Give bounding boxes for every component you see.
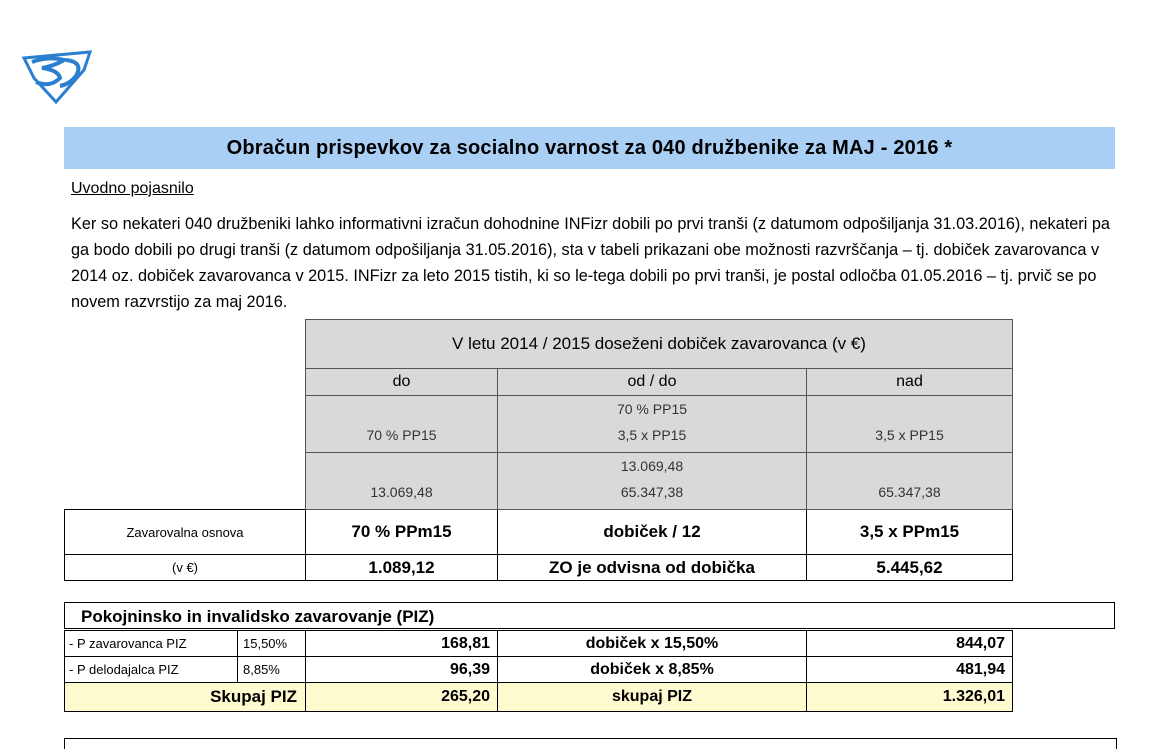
piz-row-name: - P delodajalca PIZ	[65, 657, 238, 683]
range-table	[64, 319, 1013, 581]
amount-od-do-top: 13.069,48	[620, 458, 684, 474]
pp-od-do-bottom: 3,5 x PP15	[617, 427, 687, 443]
piz-header: Pokojninsko in invalidsko zavarovanje (PIZ)	[64, 602, 1115, 629]
pp-nad: 3,5 x PP15	[807, 396, 1013, 453]
piz-row-amount: 168,81	[306, 631, 498, 657]
range-table-header: V letu 2014 / 2015 doseženi dobiček zavarovanca (v €)	[306, 320, 1013, 369]
piz-table	[64, 630, 1013, 712]
intro-heading: Uvodno pojasnilo	[71, 180, 194, 197]
piz-row-max: 481,94	[807, 657, 1013, 683]
amount-do: 13.069,48	[306, 453, 498, 510]
piz-sum-max: 1.326,01	[807, 683, 1013, 712]
osnova-value-nad: 5.445,62	[807, 555, 1013, 581]
piz-row-max: 844,07	[807, 631, 1013, 657]
table-row	[65, 631, 1013, 657]
pp-do: 70 % PP15	[306, 396, 498, 453]
piz-sum-amount: 265,20	[306, 683, 498, 712]
osnova-unit: (v €)	[65, 555, 306, 581]
piz-sum-row	[65, 683, 1013, 712]
col-nad: nad	[807, 369, 1013, 396]
amount-nad: 65.347,38	[807, 453, 1013, 510]
osnova-od-do: dobiček / 12	[498, 510, 807, 555]
piz-sum-formula: skupaj PIZ	[498, 683, 807, 712]
page-title: Obračun prispevkov za socialno varnost za 040 družbenike za MAJ - 2016 *	[64, 127, 1115, 169]
col-od-do: od / do	[498, 369, 807, 396]
intro-text: Ker so nekateri 040 družbeniki lahko informativni izračun dohodnine INFizr dobili po prvi tranši (z datumom odpošiljanja 31.03.2016), nekateri pa ga bodo dobili po drugi tranši (z datumom odpošiljanja 31.05.2016), sta v tabeli prikazani obe možnosti razvrščanja – tj. dobiček zavarovanca v 2014 oz. dobiček zavarovanca v 2015. INFizr za leto 2015 tistih, ki so le-tega dobili po prvi tranši, je postal odločba 01.05.2016 – tj. prvič se po novem razvrstijo za maj 2016.	[71, 215, 1110, 311]
osnova-value-od-do: ZO je odvisna od dobička	[498, 555, 807, 581]
pp-od-do-top: 70 % PP15	[616, 401, 688, 417]
company-logo-icon	[20, 48, 96, 104]
piz-row-pct: 15,50%	[238, 631, 306, 657]
next-section-border	[64, 738, 1117, 749]
piz-sum-label: Skupaj PIZ	[65, 683, 306, 712]
piz-row-pct: 8,85%	[238, 657, 306, 683]
piz-row-amount: 96,39	[306, 657, 498, 683]
table-row	[65, 657, 1013, 683]
osnova-do: 70 % PPm15	[306, 510, 498, 555]
piz-row-name: - P zavarovanca PIZ	[65, 631, 238, 657]
amount-od-do-bottom: 65.347,38	[620, 484, 684, 500]
col-do: do	[306, 369, 498, 396]
piz-row-formula: dobiček x 15,50%	[498, 631, 807, 657]
osnova-label: Zavarovalna osnova	[65, 510, 306, 555]
amount-od-do	[498, 453, 807, 510]
osnova-nad: 3,5 x PPm15	[807, 510, 1013, 555]
osnova-value-do: 1.089,12	[306, 555, 498, 581]
pp-od-do	[498, 396, 807, 453]
piz-row-formula: dobiček x 8,85%	[498, 657, 807, 683]
